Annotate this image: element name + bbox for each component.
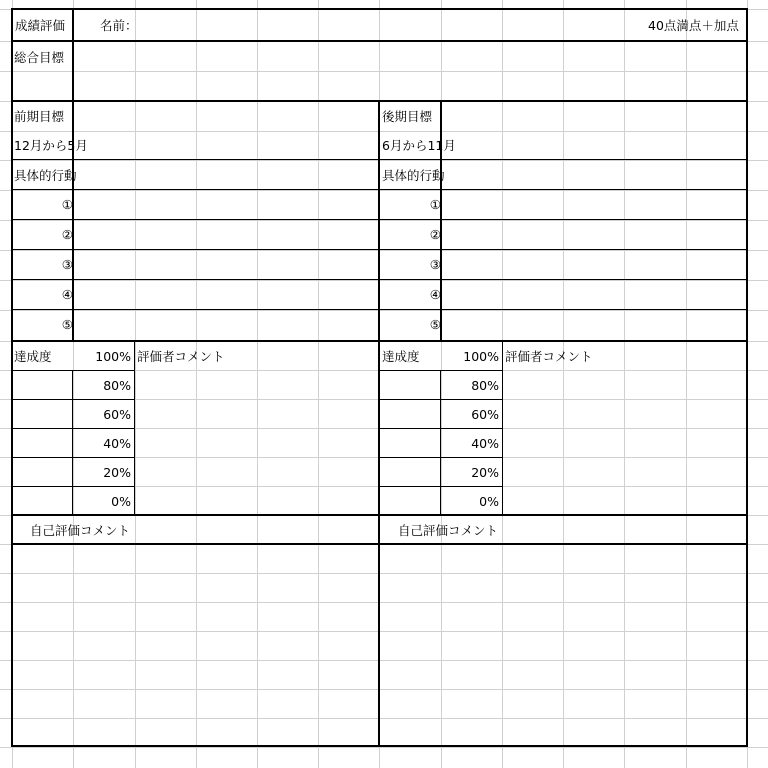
first-half-action-marker-3: ③: [61, 257, 73, 272]
second-half-level-20: 20%: [471, 465, 499, 480]
first-half-achievement-mark-100[interactable]: [13, 370, 72, 399]
second-half-goal-label: 後期目標: [382, 109, 433, 124]
border-line: [72, 370, 73, 515]
gridline: [0, 160, 768, 161]
second-half-level-80: 80%: [471, 378, 499, 393]
first-half-action-marker-1: ①: [61, 197, 73, 212]
second-half-action-input-4[interactable]: [441, 280, 746, 309]
second-half-action-marker-5: ⑤: [429, 317, 441, 332]
score-note: 40点満点＋加点: [648, 18, 739, 33]
first-half-achievement-mark-80[interactable]: [13, 400, 72, 428]
second-half-evaluator-comment-input[interactable]: [503, 371, 746, 514]
first-half-actions-label: 具体的行動: [14, 168, 77, 183]
second-half-achievement-mark-60[interactable]: [381, 429, 440, 457]
first-half-level-80: 80%: [103, 378, 131, 393]
first-half-achievement-mark-40[interactable]: [13, 458, 72, 486]
name-label: 名前：: [100, 18, 138, 33]
second-half-self-comment-input[interactable]: [381, 545, 746, 745]
first-half-level-100: 100%: [95, 349, 131, 364]
first-half-level-20: 20%: [103, 465, 131, 480]
first-half-action-marker-2: ②: [61, 227, 73, 242]
second-half-goal-input[interactable]: [441, 102, 746, 160]
first-half-level-60: 60%: [103, 407, 131, 422]
second-half-action-input-2[interactable]: [441, 220, 746, 249]
second-half-action-marker-2: ②: [429, 227, 441, 242]
first-half-self-comment-label: 自己評価コメント: [30, 523, 131, 538]
second-half-achievement-mark-20[interactable]: [381, 487, 440, 514]
first-half-action-input-2[interactable]: [73, 220, 378, 249]
first-half-goal-label: 前期目標: [14, 109, 65, 124]
first-half-action-input-5[interactable]: [73, 310, 378, 340]
second-half-level-60: 60%: [471, 407, 499, 422]
border-line: [378, 100, 380, 342]
second-half-action-input-3[interactable]: [441, 250, 746, 279]
first-half-action-input-3[interactable]: [73, 250, 378, 279]
first-half-level-0: 0%: [111, 494, 131, 509]
second-half-level-40: 40%: [471, 436, 499, 451]
overall-goal-label: 総合目標: [14, 50, 65, 65]
first-half-achievement-mark-60[interactable]: [13, 429, 72, 457]
second-half-level-100: 100%: [463, 349, 499, 364]
first-half-achievement-label: 達成度: [14, 349, 52, 364]
second-half-action-input-5[interactable]: [441, 310, 746, 340]
second-half-actions-label: 具体的行動: [382, 168, 445, 183]
border-line: [746, 8, 748, 747]
first-half-goal-input[interactable]: [73, 102, 378, 160]
first-half-action-marker-5: ⑤: [61, 317, 73, 332]
second-half-evaluator-comment-label: 評価者コメント: [505, 349, 593, 364]
second-half-achievement-mark-80[interactable]: [381, 400, 440, 428]
second-half-self-comment-label: 自己評価コメント: [398, 523, 499, 538]
second-half-period: 6月から11月: [382, 138, 456, 153]
second-half-achievement-mark-40[interactable]: [381, 458, 440, 486]
second-half-level-0: 0%: [479, 494, 499, 509]
name-input-cell[interactable]: [135, 10, 623, 41]
first-half-self-comment-input[interactable]: [13, 545, 378, 745]
border-line: [440, 370, 441, 515]
border-line: [72, 8, 74, 42]
second-half-action-marker-4: ④: [429, 287, 441, 302]
second-half-action-marker-3: ③: [429, 257, 441, 272]
first-half-achievement-mark-20[interactable]: [13, 487, 72, 514]
gridline: [0, 747, 768, 748]
first-half-action-input-1[interactable]: [73, 190, 378, 219]
second-half-action-input-1[interactable]: [441, 190, 746, 219]
border-line: [11, 514, 748, 516]
first-half-level-40: 40%: [103, 436, 131, 451]
first-half-action-marker-4: ④: [61, 287, 73, 302]
second-half-action-marker-1: ①: [429, 197, 441, 212]
first-half-evaluator-comment-label: 評価者コメント: [137, 349, 225, 364]
first-half-period: 12月から5月: [14, 138, 88, 153]
overall-goal-input[interactable]: [73, 42, 746, 101]
first-half-evaluator-comment-input[interactable]: [135, 371, 378, 514]
first-half-action-input-4[interactable]: [73, 280, 378, 309]
second-half-achievement-mark-100[interactable]: [381, 370, 440, 399]
grade-label: 成績評価: [15, 18, 66, 33]
second-half-achievement-label: 達成度: [382, 349, 420, 364]
